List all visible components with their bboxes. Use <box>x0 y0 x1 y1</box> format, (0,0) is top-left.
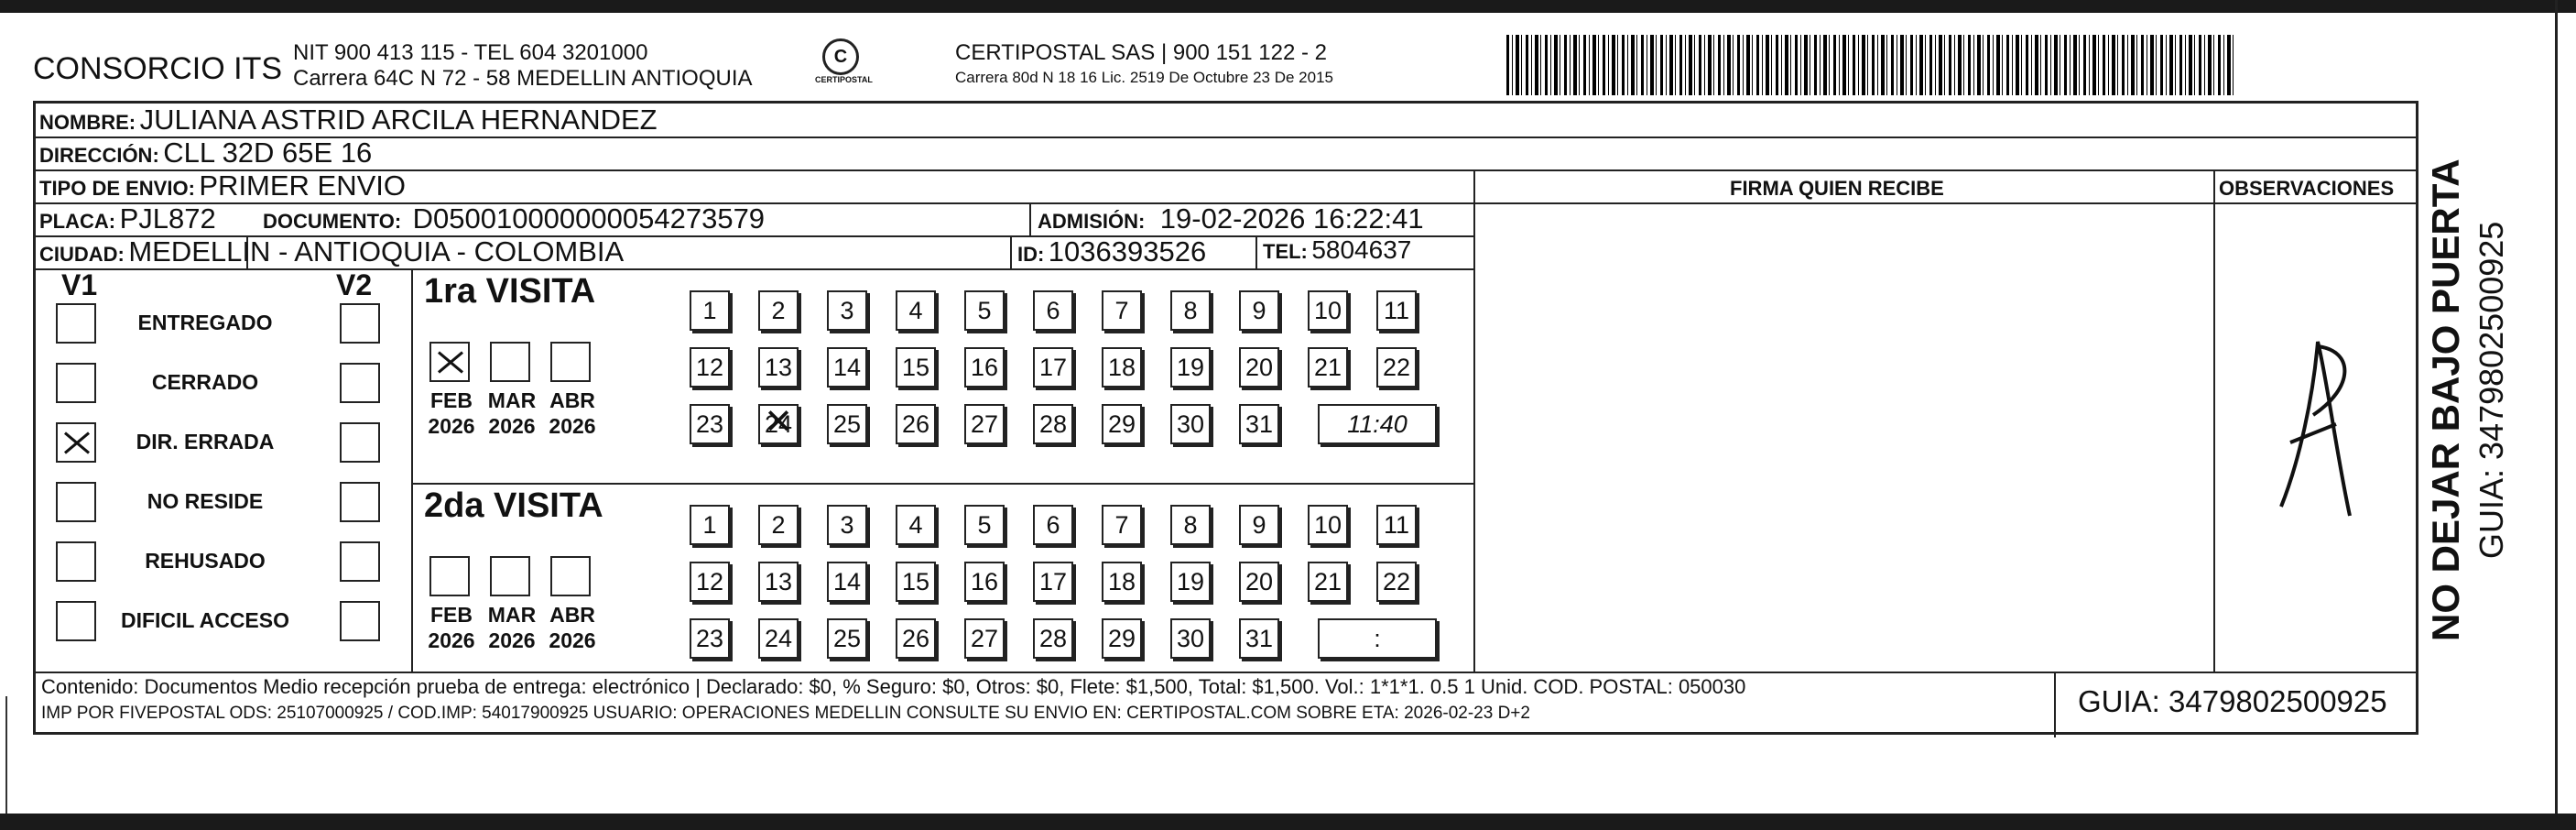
day-cell[interactable]: 5 <box>964 505 1005 545</box>
observation-handwriting <box>2263 323 2364 534</box>
day-cell[interactable]: 6 <box>1033 290 1073 331</box>
day-cell[interactable]: 19 <box>1170 347 1211 388</box>
status-label: CERRADO <box>151 370 259 394</box>
day-cell[interactable]: 9 <box>1239 290 1279 331</box>
day-cell[interactable]: 20 <box>1239 562 1279 602</box>
day-cell[interactable]: 4 <box>896 505 936 545</box>
tel-row <box>1263 235 1411 265</box>
month-checkbox[interactable] <box>550 556 591 596</box>
day-cell[interactable]: 11 <box>1376 290 1417 331</box>
tipo-label: TIPO DE ENVIO: <box>39 177 195 200</box>
visit-title: 2da VISITA <box>424 486 603 525</box>
day-cell[interactable]: 27 <box>964 618 1005 659</box>
status-label: ENTREGADO <box>137 311 273 334</box>
visit-title: 1ra VISITA <box>424 272 596 311</box>
carrier-address: Carrera 80d N 18 16 Lic. 2519 De Octubre 23 De 2015 <box>955 69 1333 86</box>
logo-caption: CERTIPOSTAL <box>815 75 873 84</box>
delivery-form <box>33 101 2418 735</box>
documento-value: D050010000000054273579 <box>412 202 766 235</box>
direccion-value: CLL 32D 65E 16 <box>163 137 373 169</box>
admision-label: ADMISIÓN: <box>1038 210 1146 233</box>
v2-checkbox[interactable] <box>340 363 380 403</box>
day-cell[interactable]: 23 <box>690 618 730 659</box>
day-cell[interactable]: 16 <box>964 347 1005 388</box>
day-cell[interactable]: 22 <box>1376 347 1417 388</box>
day-cell[interactable]: 4 <box>896 290 936 331</box>
month-label: MAR <box>487 388 537 412</box>
placa-row <box>39 202 216 235</box>
nombre-value: JULIANA ASTRID ARCILA HERNANDEZ <box>139 104 658 136</box>
day-cell[interactable]: 5 <box>964 290 1005 331</box>
admision-row <box>1038 202 1424 235</box>
month-checkbox[interactable] <box>429 556 470 596</box>
month-label: ABR <box>549 603 595 627</box>
admision-value: 19-02-2026 16:22:41 <box>1159 202 1424 235</box>
day-cell[interactable]: 30 <box>1170 404 1211 444</box>
day-cell[interactable]: 27 <box>964 404 1005 444</box>
day-cell[interactable]: 14 <box>827 562 867 602</box>
firma-header: FIRMA QUIEN RECIBE <box>1730 177 1944 200</box>
day-cell[interactable]: 16 <box>964 562 1005 602</box>
status-label: NO RESIDE <box>147 489 264 513</box>
day-cell[interactable]: 29 <box>1102 404 1142 444</box>
day-cell[interactable]: 8 <box>1170 505 1211 545</box>
day-cell[interactable]: 13 <box>758 562 799 602</box>
month-checkbox[interactable] <box>490 342 530 382</box>
day-cell[interactable]: 7 <box>1102 290 1142 331</box>
day-cell[interactable]: 17 <box>1033 347 1073 388</box>
day-cell[interactable]: 25 <box>827 404 867 444</box>
day-cell[interactable]: 24 ✕ <box>758 404 799 444</box>
day-cell[interactable]: 18 <box>1102 562 1142 602</box>
day-cell[interactable]: 23 <box>690 404 730 444</box>
v2-checkbox[interactable] <box>340 601 380 641</box>
day-cell[interactable]: 12 <box>690 562 730 602</box>
documento-row <box>263 202 765 235</box>
ciudad-label: CIUDAD: <box>39 243 125 266</box>
day-cell[interactable]: 13 <box>758 347 799 388</box>
tel-value: 5804637 <box>1311 235 1412 264</box>
month-checkbox[interactable] <box>490 556 530 596</box>
v2-checkbox[interactable] <box>340 303 380 344</box>
day-cell[interactable]: 29 <box>1102 618 1142 659</box>
documento-label: DOCUMENTO: <box>263 210 402 233</box>
ciudad-row <box>39 235 624 268</box>
day-cell[interactable]: 14 <box>827 347 867 388</box>
month-year: 2026 <box>549 414 596 438</box>
day-cell[interactable]: 31 <box>1239 404 1279 444</box>
day-cell[interactable]: 17 <box>1033 562 1073 602</box>
direccion-row <box>39 137 372 169</box>
day-cell[interactable]: 8 <box>1170 290 1211 331</box>
day-cell[interactable]: 19 <box>1170 562 1211 602</box>
day-cell[interactable]: 10 <box>1308 505 1348 545</box>
day-cell[interactable]: 26 <box>896 404 936 444</box>
left-edge-line <box>5 696 7 815</box>
month-checkbox[interactable] <box>429 342 470 382</box>
day-cell[interactable]: 25 <box>827 618 867 659</box>
day-cell[interactable]: 2 <box>758 505 799 545</box>
bottom-border <box>0 814 2576 830</box>
day-cell[interactable]: 3 <box>827 505 867 545</box>
day-cell[interactable]: 21 <box>1308 347 1348 388</box>
direccion-label: DIRECCIÓN: <box>39 144 159 167</box>
nombre-row <box>39 104 658 137</box>
day-cell[interactable]: 11 <box>1376 505 1417 545</box>
footer-guia: GUIA: 3479802500925 <box>2078 684 2387 718</box>
id-value: 1036393526 <box>1048 235 1207 268</box>
placa-label: PLACA: <box>39 210 116 233</box>
tipo-value: PRIMER ENVIO <box>199 169 407 202</box>
top-border <box>0 0 2576 13</box>
carrier-name: CERTIPOSTAL SAS | 900 151 122 - 2 <box>955 40 1327 65</box>
tipo-row <box>39 169 406 202</box>
v1-header: V1 <box>61 268 98 301</box>
status-label: REHUSADO <box>145 549 266 573</box>
company-address: Carrera 64C N 72 - 58 MEDELLIN ANTIOQUIA <box>293 66 753 91</box>
day-cell[interactable]: 18 <box>1102 347 1142 388</box>
day-cell[interactable]: 12 <box>690 347 730 388</box>
day-cell[interactable]: 31 <box>1239 618 1279 659</box>
nombre-label: NOMBRE: <box>39 111 136 134</box>
month-label: FEB <box>430 603 473 627</box>
day-cell[interactable]: 28 <box>1033 404 1073 444</box>
day-cell[interactable]: 15 <box>896 347 936 388</box>
month-checkbox[interactable] <box>550 342 591 382</box>
month-year: 2026 <box>488 414 536 438</box>
v2-checkbox[interactable] <box>340 482 380 522</box>
ciudad-value: MEDELLIN - ANTIOQUIA - COLOMBIA <box>128 235 625 268</box>
v2-header: V2 <box>336 268 373 301</box>
day-cell[interactable]: 26 <box>896 618 936 659</box>
time-cell[interactable]: 11:40 <box>1318 404 1437 444</box>
month-label: ABR <box>549 388 595 412</box>
day-cell[interactable]: 24 <box>758 618 799 659</box>
day-cell[interactable]: 9 <box>1239 505 1279 545</box>
footer-imp: IMP POR FIVEPOSTAL ODS: 25107000925 / COD.IMP: 54017900925 USUARIO: OPERACIONES MEDELLIN CONSULTE SU ENVIO EN: CERTIPOSTAL.COM SOBRE ETA: 2026-02-23 D+2 <box>41 704 1530 723</box>
day-cell[interactable]: 7 <box>1102 505 1142 545</box>
day-cell[interactable]: 20 <box>1239 347 1279 388</box>
day-cell[interactable]: 2 <box>758 290 799 331</box>
v2-checkbox[interactable] <box>340 541 380 582</box>
day-cell[interactable]: 10 <box>1308 290 1348 331</box>
day-cell[interactable]: 30 <box>1170 618 1211 659</box>
observaciones-header: OBSERVACIONES <box>2219 177 2395 200</box>
right-edge-line <box>2555 0 2558 830</box>
footer-content: Contenido: Documentos Medio recepción prueba de entrega: electrónico | Declarado: $0, % Seguro: $0, Otros: $0, Flete: $1,500, Total: $1,500. Vol.: 1*1*1. 0.5 1 Unid. COD. POSTAL: 050030 <box>41 675 1746 698</box>
day-cell[interactable]: 15 <box>896 562 936 602</box>
id-label: ID: <box>1017 243 1045 266</box>
month-year: 2026 <box>488 628 536 652</box>
month-label: MAR <box>487 603 537 627</box>
time-cell[interactable]: : <box>1318 618 1437 659</box>
certipostal-logo-icon: C <box>822 38 859 75</box>
month-year: 2026 <box>549 628 596 652</box>
side-guia: GUIA: 3479802500925 <box>2473 221 2510 559</box>
day-cell[interactable]: 21 <box>1308 562 1348 602</box>
company-name: CONSORCIO ITS <box>33 51 283 86</box>
company-nit: NIT 900 413 115 - TEL 604 3201000 <box>293 40 648 65</box>
status-label: DIFICIL ACCESO <box>120 608 289 632</box>
month-year: 2026 <box>428 414 475 438</box>
v2-checkbox[interactable] <box>340 422 380 463</box>
day-cell[interactable]: 22 <box>1376 562 1417 602</box>
no-dejar-warning: NO DEJAR BAJO PUERTA <box>2424 158 2467 641</box>
day-cell[interactable]: 6 <box>1033 505 1073 545</box>
status-label: DIR. ERRADA <box>136 430 275 453</box>
tel-label: TEL: <box>1263 240 1308 263</box>
placa-value: PJL872 <box>119 202 216 235</box>
id-row <box>1017 235 1206 268</box>
month-label: FEB <box>430 388 473 412</box>
day-cell[interactable]: 1 <box>690 290 730 331</box>
day-cell[interactable]: 28 <box>1033 618 1073 659</box>
day-cell[interactable]: 1 <box>690 505 730 545</box>
barcode <box>1506 35 2234 95</box>
day-cell[interactable]: 3 <box>827 290 867 331</box>
month-year: 2026 <box>428 628 475 652</box>
